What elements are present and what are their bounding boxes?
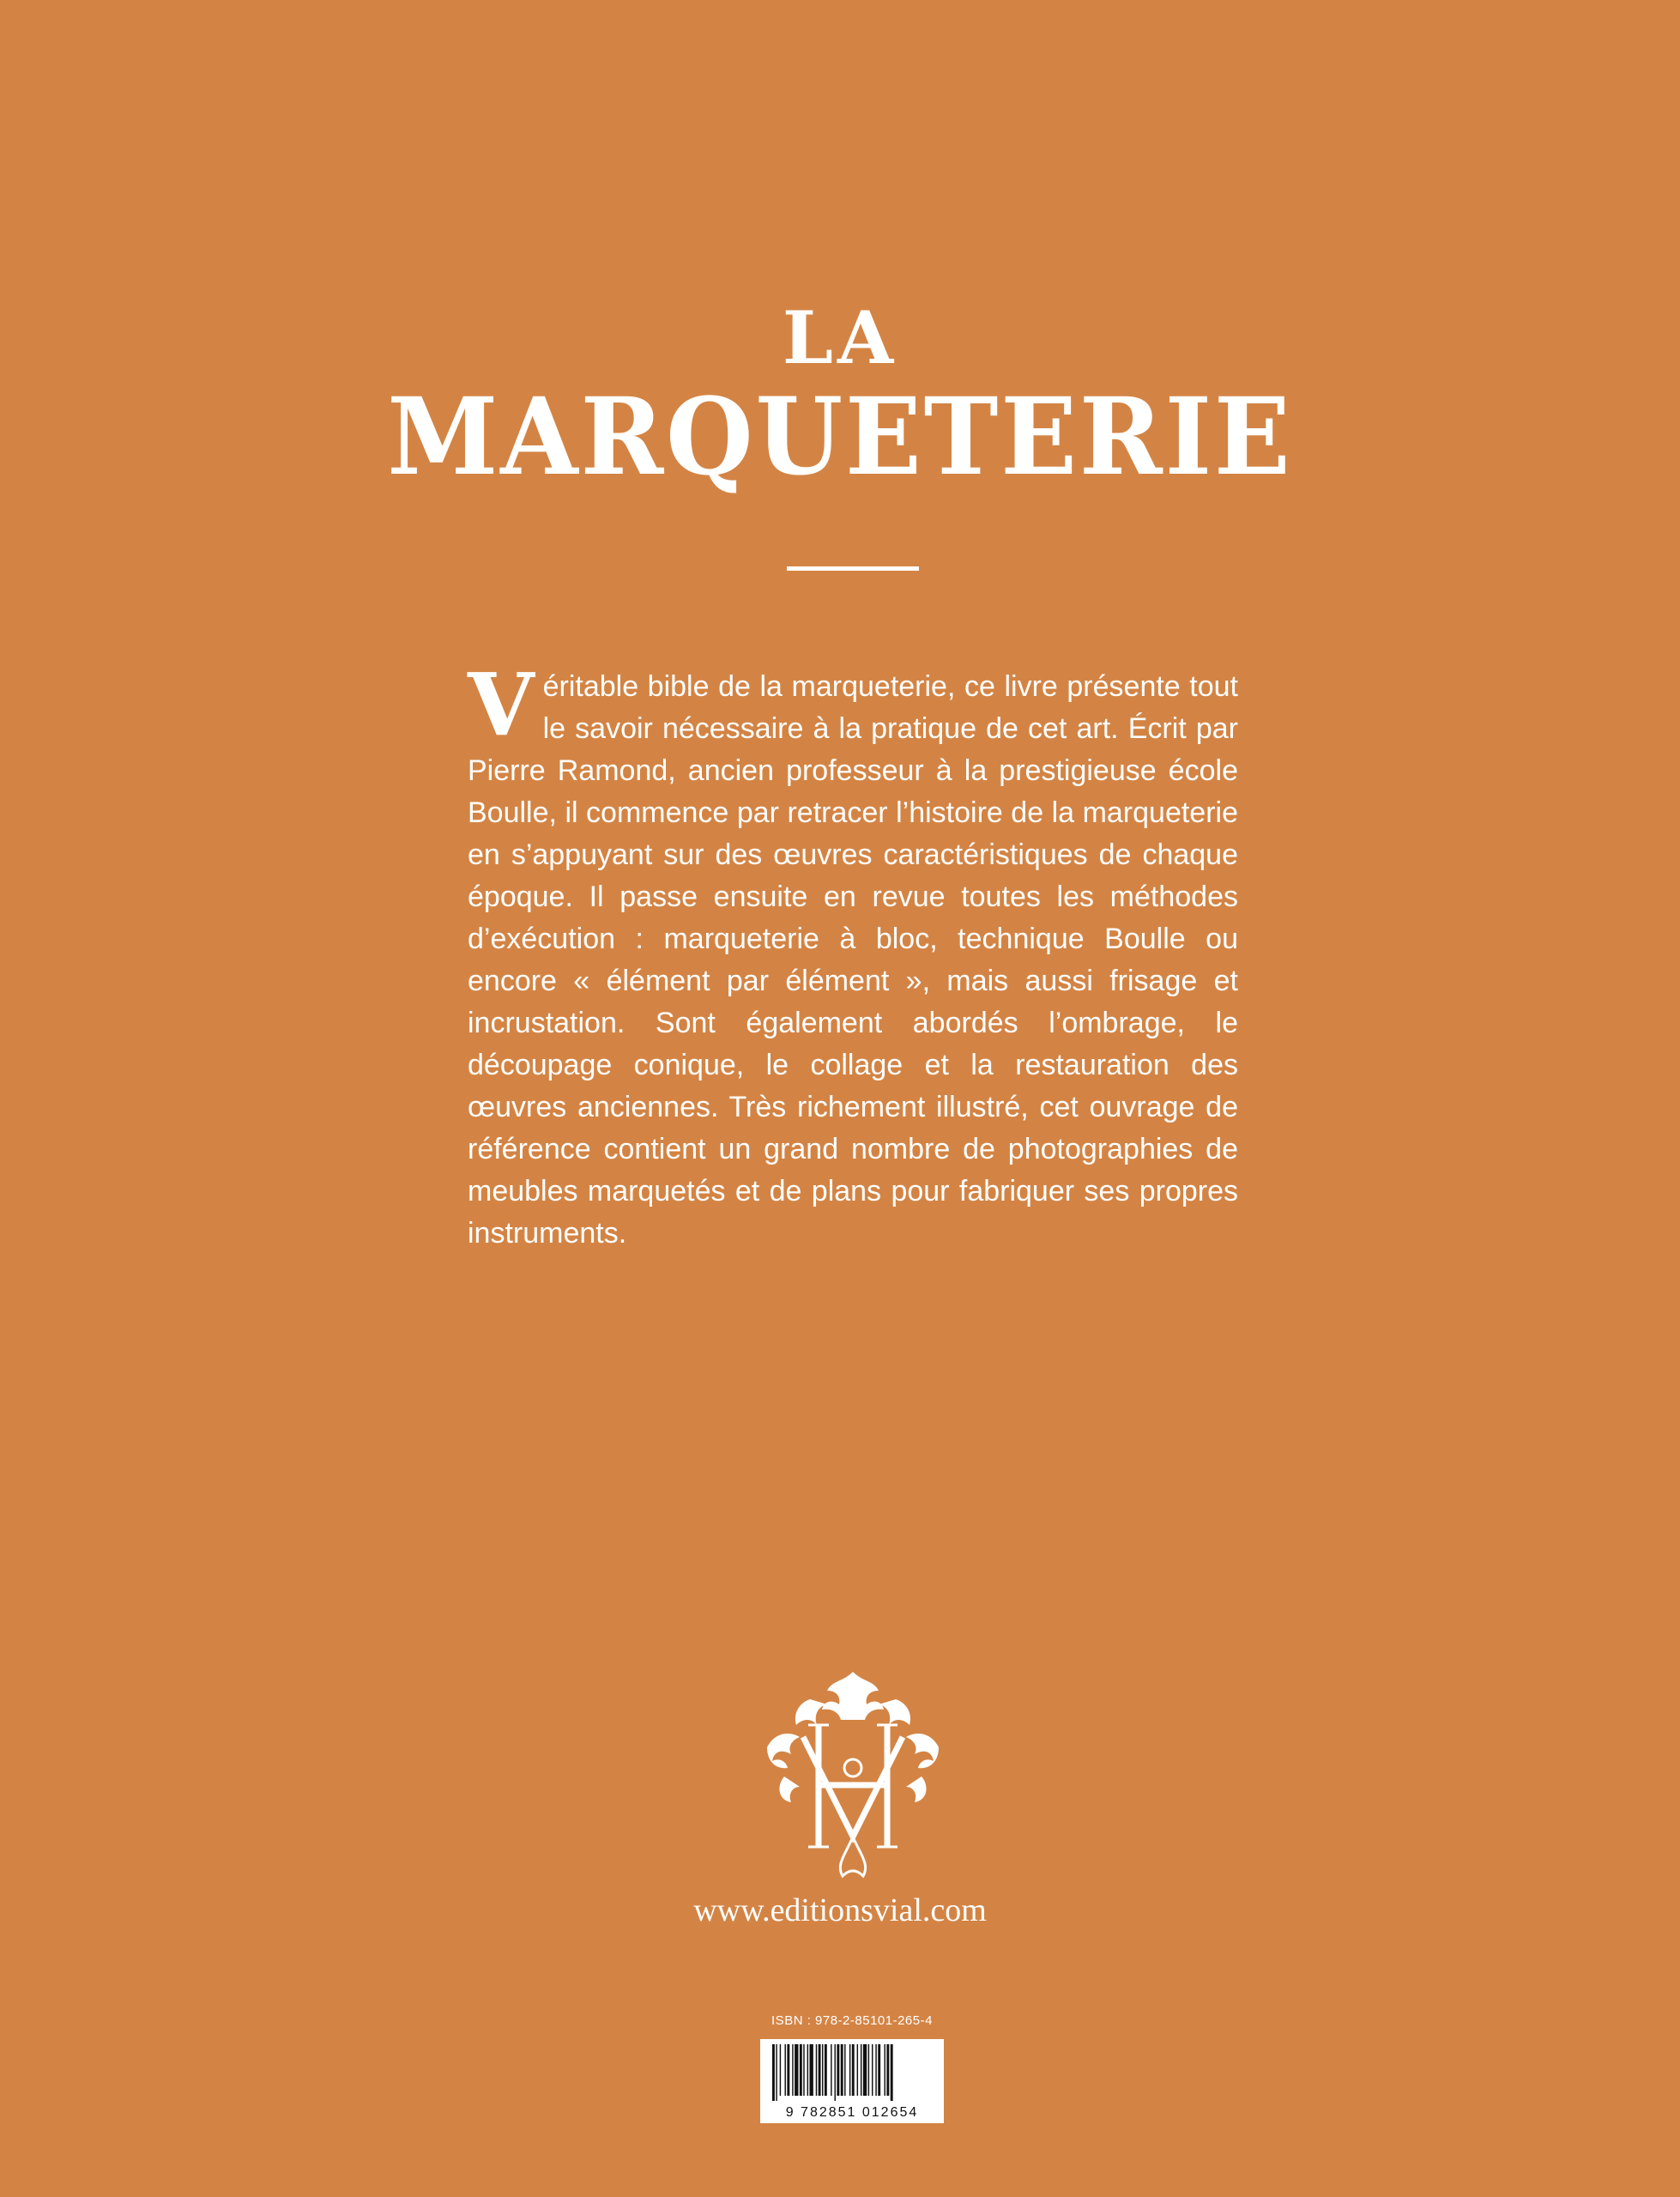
title-line-1: LA bbox=[782, 295, 898, 380]
title-divider bbox=[787, 566, 919, 571]
barcode-bar bbox=[844, 2044, 845, 2096]
barcode-bar bbox=[825, 2044, 827, 2096]
barcode-bar bbox=[795, 2044, 798, 2096]
barcode-bar bbox=[891, 2044, 893, 2101]
barcode-bar bbox=[792, 2044, 793, 2096]
barcode-bar bbox=[857, 2044, 858, 2096]
barcode-bar bbox=[852, 2044, 855, 2096]
barcode-bar bbox=[886, 2044, 889, 2096]
barcode-bar bbox=[772, 2044, 775, 2101]
barcode-bar bbox=[837, 2044, 839, 2096]
barcode-bar bbox=[810, 2044, 813, 2096]
barcode-bar bbox=[816, 2044, 817, 2096]
barcode-bar bbox=[785, 2044, 786, 2096]
barcode-bars bbox=[760, 2039, 944, 2103]
barcode-bar bbox=[878, 2044, 880, 2096]
barcode-bar bbox=[875, 2044, 876, 2096]
barcode-bar bbox=[819, 2044, 821, 2096]
barcode-bar bbox=[807, 2044, 808, 2096]
hv-monogram-icon bbox=[750, 1665, 956, 1888]
barcode-bar bbox=[872, 2044, 873, 2096]
barcode-bar bbox=[849, 2044, 850, 2096]
barcode-bar bbox=[787, 2044, 789, 2096]
dropcap-letter: V bbox=[468, 654, 535, 755]
barcode-bar bbox=[868, 2044, 869, 2096]
barcode-bar bbox=[863, 2044, 867, 2096]
barcode-bar bbox=[803, 2044, 804, 2096]
barcode-bar bbox=[780, 2044, 781, 2096]
barcode-bar bbox=[841, 2044, 843, 2096]
barcode-bar bbox=[776, 2044, 777, 2101]
barcode bbox=[760, 2039, 944, 2123]
barcode-bar bbox=[822, 2044, 823, 2096]
publisher-website: www.editionsvial.com bbox=[693, 1892, 987, 1928]
barcode-bar bbox=[800, 2044, 802, 2096]
barcode-digits: 9 782851 012654 bbox=[760, 2105, 944, 2121]
description-paragraph bbox=[468, 654, 1238, 1255]
isbn-label: ISBN : 978-2-85101-265-4 bbox=[771, 2013, 933, 2028]
description-text: éritable bible de la marqueterie, ce livre présente tout le savoir nécessaire à la pratique de cet art. Écrit par Pierre Ramond, ancien professeur à la prestigieuse école Boulle, il commence par retracer l’histoire de la marqueterie en s’appuyant sur des œuvres caractéristiques de chaque époque. Il passe ensuite en revue toutes les méthodes d’exécution : marqueterie à bloc, technique Boulle ou encore « élément par élément », mais aussi frisage et incrustation. Sont également abordés l’ombrage, le découpage conique, le collage et la restauration des œuvres anciennes. Très richement illustré, cet ouvrage de référence contient un grand nombre de photographies de meubles marquetés et de plans pour fabriquer ses propres instruments. bbox=[468, 670, 1238, 1250]
title-line-2: MARQUETERIE bbox=[387, 375, 1293, 499]
barcode-bar bbox=[835, 2044, 836, 2101]
